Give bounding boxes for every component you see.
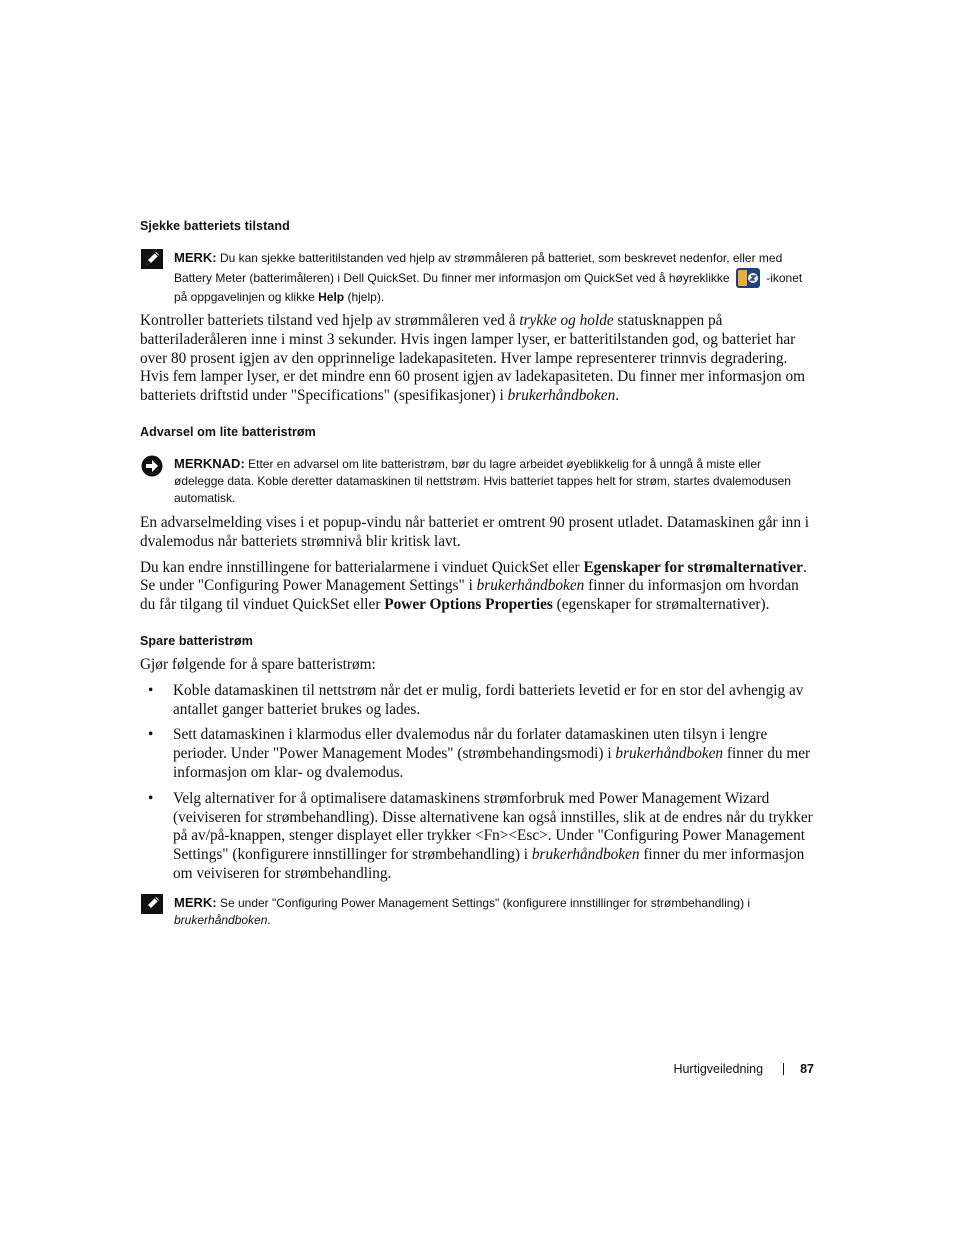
paragraph-alarm-settings xyxy=(140,559,814,615)
heading-check-battery: Sjekke batteriets tilstand xyxy=(140,219,290,233)
save-battery-list xyxy=(140,682,814,884)
para1-italic: trykke og holde xyxy=(519,312,614,329)
note2-italic: brukerhåndboken xyxy=(174,912,268,927)
page-content xyxy=(140,219,814,929)
list-item xyxy=(140,790,814,884)
paragraph-check-battery xyxy=(140,312,814,406)
bullet-icon: • xyxy=(148,681,154,699)
page-footer xyxy=(600,1062,814,1076)
para1-text-c: . xyxy=(615,387,620,405)
note-label: MERK: xyxy=(174,894,217,910)
note-text-a: Du kan sjekke batteritilstanden ved hjelp av strømmåleren på batteriet, som beskrevet nedenfor, eller med Battery Meter (batterimåleren) i Dell QuickSet. Du finner mer informasjon om QuickSet ved å høyreklikke xyxy=(174,251,783,285)
para1-text-b: statusknappen på batteriladeråleren inne i minst 3 sekunder. Hvis ingen lamper lyser, er batteritilstanden god, og batteriet har over 80 prosent igjen av den opprinnelige ladekapasiteten. Hver lampe representerer trinnvis degradering. Hvis fem lamper lyser, er det mindre enn 60 prosent igjen av ladekapasiteten. Du finner mer informasjon om batteriets driftstid under "Specifications" (spesifikasjoner) i xyxy=(140,312,806,405)
bullet-icon: • xyxy=(148,726,154,744)
para3-text-b: . Se under "Configuring Power Management Settings" i xyxy=(140,558,807,595)
paragraph-save-intro: Gjør følgende for å spare batteristrøm: xyxy=(140,655,376,673)
bullet2-text-b: finner du mer informasjon om klar- og dvalemodus. xyxy=(173,745,811,781)
footer-section-title: Hurtigveiledning xyxy=(673,1062,764,1076)
note-label: MERK: xyxy=(174,250,217,265)
notice-text: Etter en advarsel om lite batteristrøm, bør du lagre arbeidet øyeblikkelig for å unngå å miste eller ødelegge data. Koble deretter datamaskinen til nettstrøm. Hvis batteriet tappes helt for strøm, startes dvalemodusen automatisk. xyxy=(174,456,791,505)
paragraph-warning: En advarselmelding vises i et popup-vindu når batteriet er omtrent 90 prosent utladet. Datamaskinen går inn i dvalemodus når batteriets strømnivå blir kritisk lavt. xyxy=(140,513,810,550)
bullet3-text-b: finner du mer informasjon om veiviseren for strømbehandling. xyxy=(173,846,805,882)
para3-text-a: Du kan endre innstillingene for batterialarmene i vinduet QuickSet eller xyxy=(140,558,580,576)
page-number: 87 xyxy=(800,1062,814,1076)
footer-separator xyxy=(783,1063,784,1075)
bullet1-text: Koble datamaskinen til nettstrøm når det er mulig, fordi batteriets levetid er for en stor del avhengig av antallet ganger batteriet brukes og lades. xyxy=(173,681,804,718)
note-power-settings xyxy=(140,894,814,929)
para1-text-a: Kontroller batteriets tilstand ved hjelp av strømmåleren ved å xyxy=(140,312,516,329)
para3-text-d: (egenskaper for strømalternativer). xyxy=(556,596,770,614)
para3-bold2: Power Options Properties xyxy=(384,596,553,614)
bullet3-text-a: Velg alternativer for å optimalisere datamaskinens strømforbruk med Power Management Wizard (veiviseren for strømbehandling). Disse alternativene kan også innstilles, slik at de endres når du trykker på av/på-knappen, stenger displayet eller trykker <Fn><Esc>. Under "Configuring Power Management Settings" (konfigurere innstillinger for strømbehandling) i xyxy=(173,789,813,864)
para3-italic: brukerhåndboken xyxy=(476,577,585,595)
bullet2-italic: brukerhåndboken xyxy=(615,745,724,763)
note-text-b: -ikonet på oppgavelinjen og klikke xyxy=(174,271,803,304)
notice-label: MERKNAD: xyxy=(174,455,245,471)
note2-text: Se under "Configuring Power Management Settings" (konfigurere innstillinger for strømbehandling) i xyxy=(219,895,751,910)
pencil-note-icon xyxy=(141,894,163,916)
bullet-icon: • xyxy=(148,789,154,807)
para1-italic2: brukerhåndboken xyxy=(507,387,616,405)
bullet3-italic: brukerhåndboken xyxy=(531,846,640,864)
bullet2-text-a: Sett datamaskinen i klarmodus eller dvalemodus når du forlater datamaskinen uten tilsyn i lengre perioder. Under "Power Management Modes" (strømbehandingsmodi) i xyxy=(173,726,768,763)
list-item xyxy=(140,726,814,782)
help-label: Help xyxy=(318,290,345,304)
heading-save-battery: Spare batteristrøm xyxy=(140,633,253,648)
note-battery-meter xyxy=(140,249,814,306)
notice-arrow-icon xyxy=(141,455,163,477)
heading-low-battery: Advarsel om lite batteristrøm xyxy=(140,424,316,439)
pencil-note-icon xyxy=(141,249,163,271)
quickset-icon xyxy=(735,267,761,289)
note2-end: . xyxy=(267,912,271,927)
note-text-c: (hjelp). xyxy=(347,290,385,304)
para3-text-c: finner du informasjon om hvordan du får tilgang til vinduet QuickSet eller xyxy=(140,577,799,614)
list-item xyxy=(140,682,814,720)
notice-low-battery xyxy=(140,455,814,507)
para3-bold1: Egenskaper for strømalternativer xyxy=(583,558,803,576)
